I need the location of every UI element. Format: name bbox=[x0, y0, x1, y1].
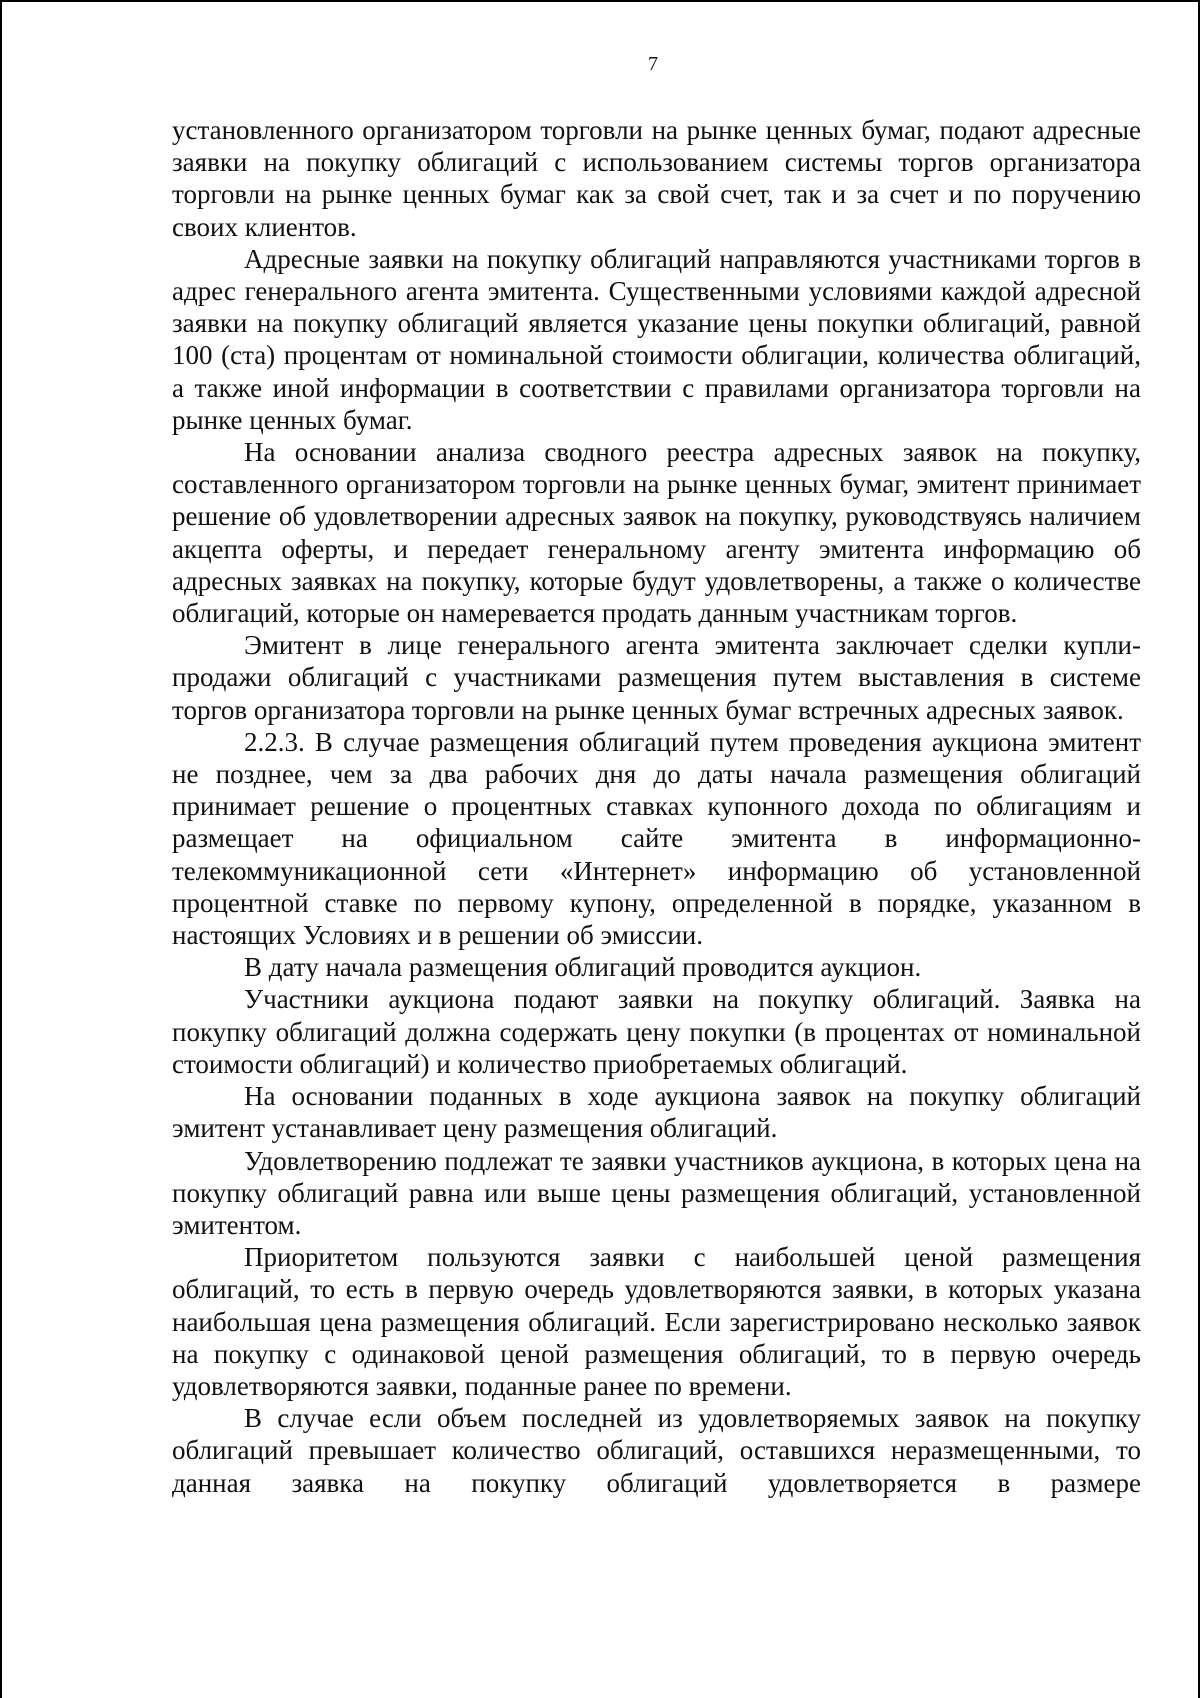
paragraph-auction-participants: Участники аукциона подают заявки на покупку облигаций. Заявка на покупку облигаций должна содержать цену покупки (в процентах от номинальной стоимости облигаций) и количество приобретаемых облигаций. bbox=[172, 984, 1141, 1079]
paragraph-placement-price: На основании поданных в ходе аукциона заявок на покупку облигаций эмитент устанавливает цену размещения облигаций. bbox=[172, 1081, 1141, 1144]
paragraph-registry-analysis: На основании анализа сводного реестра адресных заявок на покупку, составленного организатором торговли на рынке ценных бумаг, эмитент принимает решение об удовлетворении адресных заявок на покупку, руководствуясь наличием акцепта оферты, и передает генеральному агенту эмитента информацию об адресных заявках на покупку, которые будут удовлетворены, а также о количестве облигаций, которые он намеревается продать данным участникам торгов. bbox=[172, 437, 1141, 629]
paragraph-continuation: установленного организатором торговли на рынке ценных бумаг, подают адресные заявки на покупку облигаций с использованием системы торгов организатора торговли на рынке ценных бумаг как за свой счет, так и за счет и по поручению своих клиентов. bbox=[172, 115, 1141, 242]
paragraph-last-order: В случае если объем последней из удовлетворяемых заявок на покупку облигаций превышает количество облигаций, оставшихся неразмещенными, то данная заявка на покупку облигаций удовлетворяется в размере bbox=[172, 1403, 1141, 1498]
paragraph-address-orders: Адресные заявки на покупку облигаций направляются участниками торгов в адрес генерального агента эмитента. Существенными условиями каждой адресной заявки на покупку облигаций является указание цены покупки облигаций, равной 100 (ста) процентам от номинальной стоимости облигации, количества облигаций, а также иной информации в соответствии с правилами организатора торговли на рынке ценных бумаг. bbox=[172, 243, 1141, 435]
page-number: 7 bbox=[648, 53, 658, 75]
paragraph-satisfaction: Удовлетворению подлежат те заявки участников аукциона, в которых цена на покупку облигаций равна или выше цены размещения облигаций, установленной эмитентом. bbox=[172, 1145, 1141, 1240]
document-body bbox=[172, 114, 1141, 1499]
paragraph-priority: Приоритетом пользуются заявки с наибольшей ценой размещения облигаций, то есть в первую очередь удовлетворяются заявки, в которых указана наибольшая цена размещения облигаций. Если зарегистрировано несколько заявок на покупку с одинаковой ценой размещения облигаций, то в первую очередь удовлетворяются заявки, поданные ранее по времени. bbox=[172, 1242, 1141, 1401]
paragraph-deals: Эмитент в лице генерального агента эмитента заключает сделки купли-продажи облигаций с участниками размещения путем выставления в системе торгов организатора торговли на рынке ценных бумаг встречных адресных заявок. bbox=[172, 630, 1141, 725]
paragraph-auction-date: В дату начала размещения облигаций проводится аукцион. bbox=[244, 952, 922, 983]
paragraph-section-2-2-3: 2.2.3. В случае размещения облигаций путем проведения аукциона эмитент не позднее, чем за два рабочих дня до даты начала размещения облигаций принимает решение о процентных ставках купонного дохода по облигациям и размещает на официальном сайте эмитента в информационно-телекоммуникационной сети «Интернет» информацию об установленной процентной ставке по первому купону, определенной в порядке, указанном в настоящих Условиях и в решении об эмиссии. bbox=[172, 726, 1141, 951]
